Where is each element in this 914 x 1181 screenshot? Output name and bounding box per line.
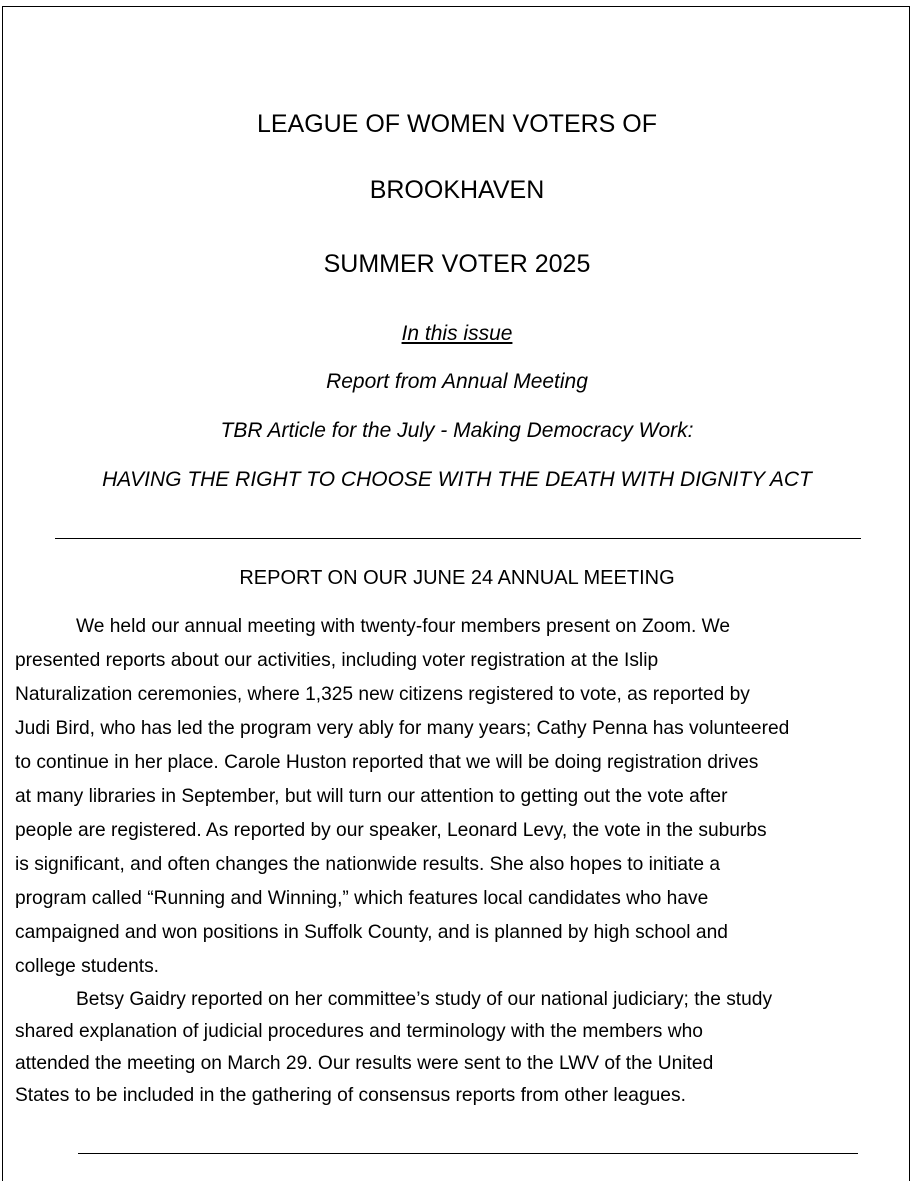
paragraph-line: Judi Bird, who has led the program very ably for many years; Cathy Penna has volunteered	[15, 718, 790, 739]
paragraph-line: attended the meeting on March 29. Our results were sent to the LWV of the United	[15, 1053, 714, 1074]
bottom-divider	[78, 1153, 858, 1154]
paragraph-line: presented reports about our activities, including voter registration at the Islip	[15, 650, 659, 671]
issue-item-annual-meeting: Report from Annual Meeting	[326, 370, 588, 393]
newsletter-title-line-1: LEAGUE OF WOMEN VOTERS OF	[256, 110, 658, 138]
issue-item-death-with-dignity: HAVING THE RIGHT TO CHOOSE WITH THE DEATH WITH DIGNITY ACT	[102, 468, 812, 491]
newsletter-title-line-2: BROOKHAVEN	[369, 176, 545, 204]
paragraph-line: We held our annual meeting with twenty-four members present on Zoom. We	[76, 616, 731, 637]
report-paragraph-2	[15, 984, 905, 1112]
paragraph-line: Betsy Gaidry reported on her committee’s study of our national judiciary; the study	[76, 989, 773, 1010]
paragraph-line: people are registered. As reported by our speaker, Leonard Levy, the vote in the suburbs	[15, 820, 767, 841]
paragraph-line: campaigned and won positions in Suffolk County, and is planned by high school and	[15, 922, 728, 943]
section-divider	[55, 538, 861, 539]
newsletter-issue-title: SUMMER VOTER 2025	[323, 250, 591, 278]
paragraph-line: program called “Running and Winning,” which features local candidates who have	[15, 888, 709, 909]
paragraph-line: to continue in her place. Carole Huston reported that we will be doing registration drives	[15, 752, 759, 773]
issue-item-tbr-article: TBR Article for the July - Making Democracy Work:	[220, 419, 694, 442]
report-paragraph-1	[15, 610, 905, 984]
paragraph-line: at many libraries in September, but will turn our attention to getting out the vote after	[15, 786, 728, 807]
paragraph-line: Naturalization ceremonies, where 1,325 new citizens registered to vote, as reported by	[15, 684, 750, 705]
paragraph-line: States to be included in the gathering of consensus reports from other leagues.	[15, 1085, 686, 1106]
newsletter-page	[2, 6, 910, 1181]
in-this-issue-heading: In this issue	[401, 322, 513, 345]
paragraph-line: is significant, and often changes the nationwide results. She also hopes to initiate a	[15, 854, 721, 875]
paragraph-line: college students.	[15, 956, 159, 977]
paragraph-line: shared explanation of judicial procedures and terminology with the members who	[15, 1021, 703, 1042]
report-heading: REPORT ON OUR JUNE 24 ANNUAL MEETING	[239, 567, 675, 589]
